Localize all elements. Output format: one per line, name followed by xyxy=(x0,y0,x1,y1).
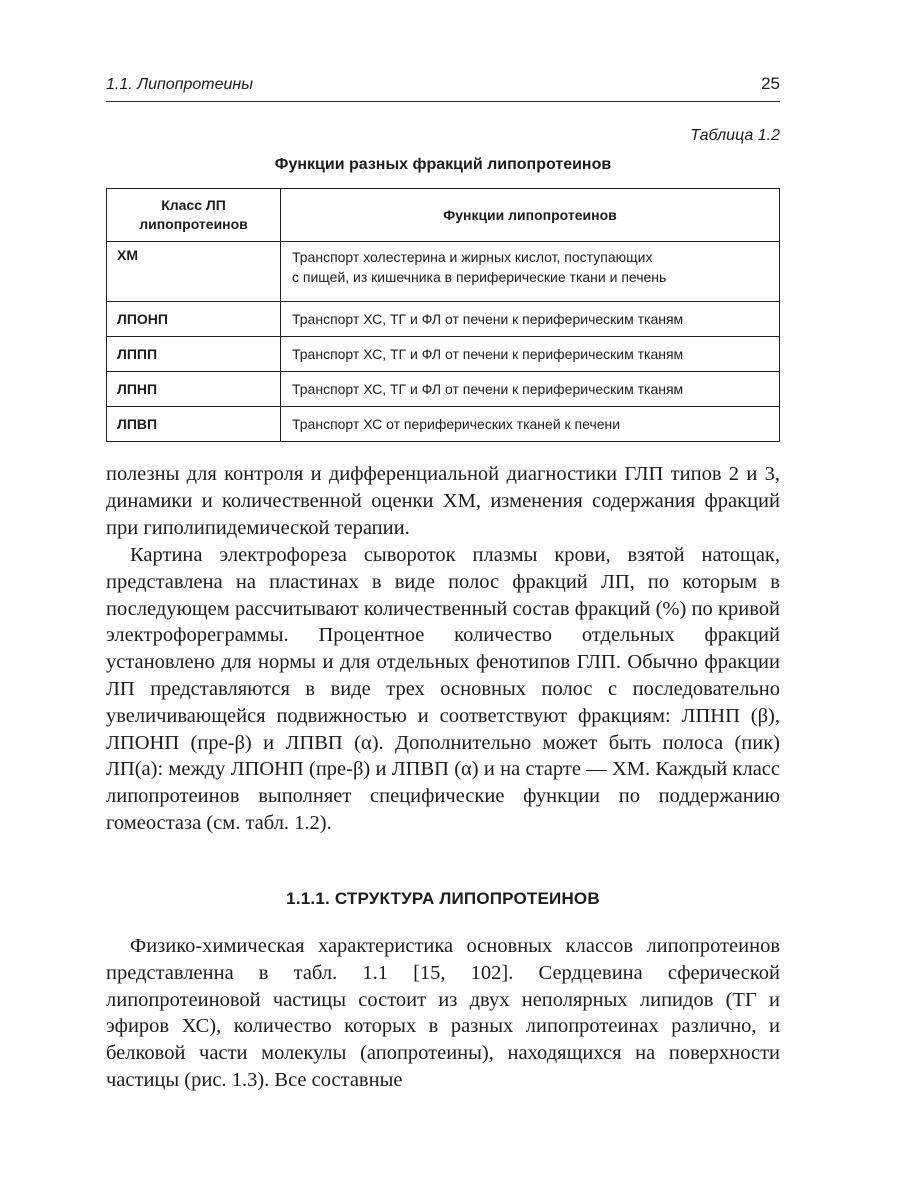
function-cell: Транспорт ХС, ТГ и ФЛ от печени к периферическим тканям xyxy=(281,372,780,407)
header-rule xyxy=(106,101,780,102)
column-header-function: Функции липопротеинов xyxy=(281,189,780,242)
function-cell: Транспорт ХС, ТГ и ФЛ от печени к периферическим тканям xyxy=(281,337,780,372)
running-header xyxy=(106,72,780,98)
table-row xyxy=(107,302,780,337)
section-heading: 1.1.1. СТРУКТУРА ЛИПОПРОТЕИНОВ xyxy=(286,889,600,908)
function-cell xyxy=(281,242,780,302)
paragraph-text: Картина электрофореза сывороток плазмы крови, взятой натощак, представлена на пластинах в виде полос фракций ЛП, по которым в последующем рассчитывают количественный состав фракций (%) по кривой электрофореграммы. Процентное количество отдельных фракций установлено для нормы и для отдельных фенотипов ГЛП. Обычно фракции ЛП представляются в виде трех основных полос с последовательно увеличивающейся подвижностью и соответствуют фракциям: ЛПНП (β), ЛПОНП (пре-β) и ЛПВП (α). Дополнительно может быть полоса (пик) ЛП(a): между ЛПОНП (пре-β) и ЛПВП (α) и на старте — ХМ. Каждый класс липопротеинов выполняет специфические функции по поддержанию гомеостаза (см. табл. 1.2). xyxy=(106,544,780,834)
class-cell: ЛПОНП xyxy=(107,302,281,337)
page-number: 25 xyxy=(761,74,780,93)
paragraph-continuation xyxy=(106,461,780,541)
column-header-class: Класс ЛП липопротеинов xyxy=(107,189,281,242)
paragraph-structure xyxy=(106,933,780,1094)
table-header-row xyxy=(107,189,780,242)
table-row xyxy=(107,372,780,407)
table-row xyxy=(107,407,780,442)
lipoprotein-functions-table xyxy=(106,188,780,442)
paragraph-text: полезны для контроля и дифференциальной диагностики ГЛП типов 2 и 3, динамики и количественной оценки ХМ, изменения содержания фракций при гиполипидемической терапии. xyxy=(106,463,780,539)
table-title: Функции разных фракций липопротеинов xyxy=(274,156,612,173)
function-cell: Транспорт ХС от периферических тканей к печени xyxy=(281,407,780,442)
table-row xyxy=(107,242,780,302)
paragraph-electrophoresis xyxy=(106,542,780,837)
table-row xyxy=(107,337,780,372)
table-label: Таблица 1.2 xyxy=(690,127,780,144)
class-cell: ЛПВП xyxy=(107,407,281,442)
paragraph-text: Физико-химическая характеристика основных классов липопротеинов представленна в табл. 1.1 [15, 102]. Сердцевина сферической липопротеиновой частицы состоит из двух неполярных липидов (ТГ и эфиров ХС), количество которых в разных липопротеинах различно, и белковой части молекулы (апопротеины), находящихся на поверхности частицы (рис. 1.3). Все составные xyxy=(106,935,780,1091)
function-line: с пищей, из кишечника в периферические ткани и печень xyxy=(292,269,667,285)
function-cell: Транспорт ХС, ТГ и ФЛ от печени к периферическим тканям xyxy=(281,302,780,337)
class-cell: ХМ xyxy=(107,242,281,302)
class-cell: ЛППП xyxy=(107,337,281,372)
class-cell: ЛПНП xyxy=(107,372,281,407)
running-title: 1.1. Липопротеины xyxy=(106,76,254,93)
function-line: Транспорт холестерина и жирных кислот, поступающих xyxy=(292,249,653,265)
